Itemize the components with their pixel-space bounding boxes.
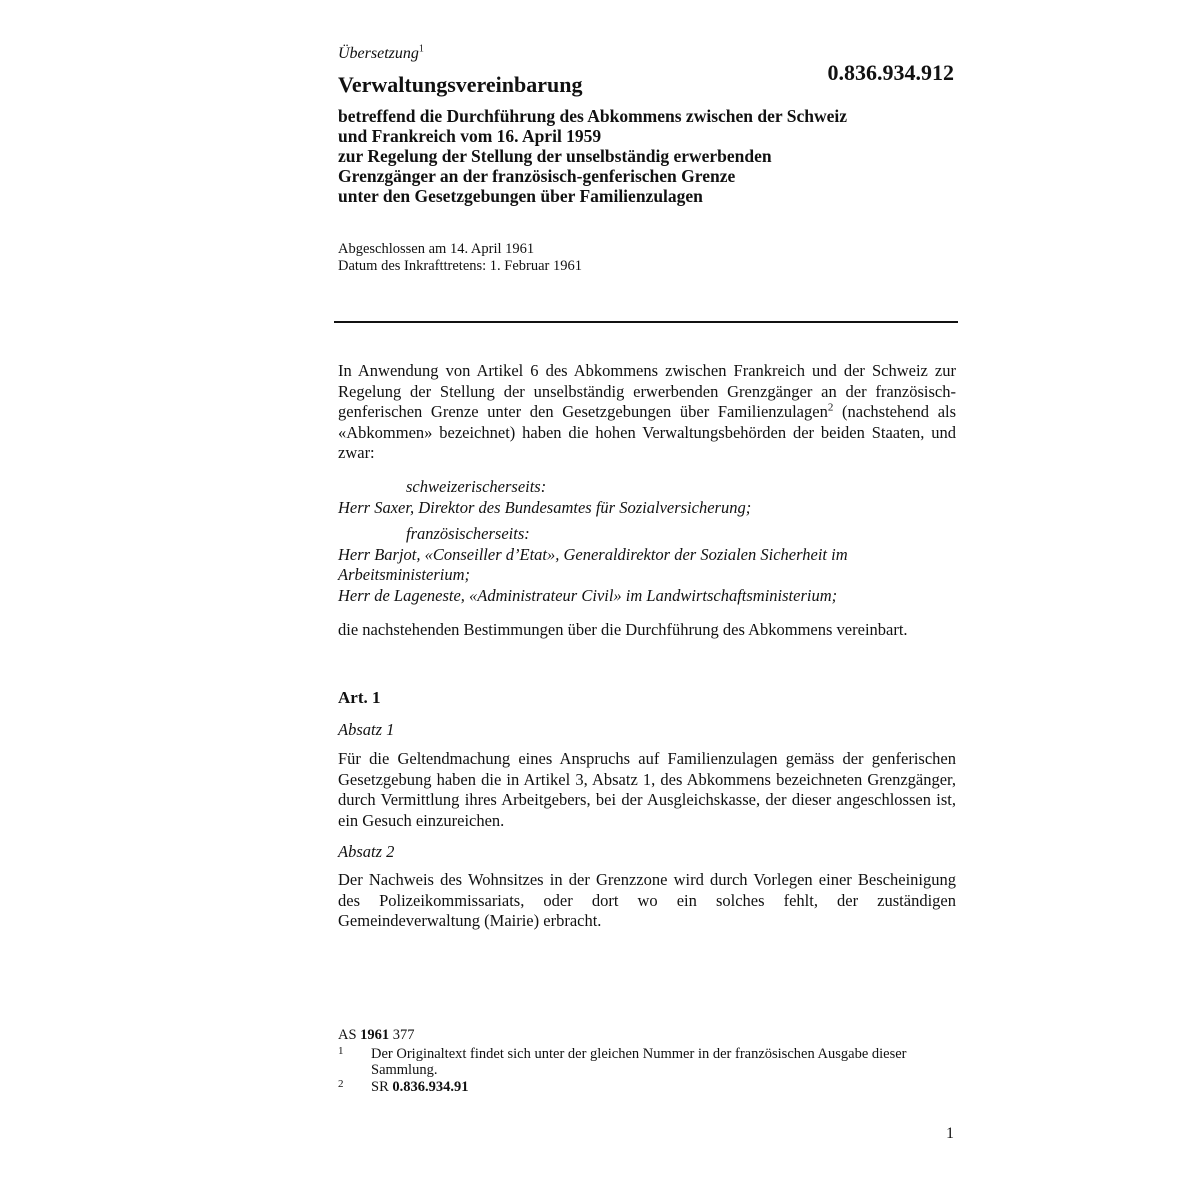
as-page: 377 xyxy=(392,1027,415,1043)
official-collection-ref xyxy=(338,1027,415,1043)
paragraph-2-text: Der Nachweis des Wohnsitzes in der Grenzzone wird durch Vorlegen einer Bescheinigung des Polizeikommissariats, oder dort wo ein solches fehlt, der zuständigen Gemeindeverwaltung (Mairie) erbracht. xyxy=(338,870,956,930)
subtitle-line: zur Regelung der Stellung der unselbständig erwerbenden xyxy=(338,146,772,166)
footnote-ref-1[interactable]: 1 xyxy=(418,43,424,55)
document-subtitle xyxy=(338,106,958,206)
preamble-paragraph xyxy=(338,361,956,464)
subtitle-line: unter den Gesetzgebungen über Familienzulagen xyxy=(338,186,703,206)
entry-into-force-date: Datum des Inkrafttretens: 1. Februar 1961 xyxy=(338,258,583,274)
page-number: 1 xyxy=(946,1125,954,1142)
translation-label-text: Übersetzung xyxy=(338,45,419,62)
footnote-number: 2 xyxy=(338,1078,344,1090)
footnote-sr-link[interactable]: 0.836.934.91 xyxy=(392,1079,469,1095)
footnote-number: 1 xyxy=(338,1045,344,1057)
sr-number: 0.836.934.912 xyxy=(827,60,954,85)
footnote-ref-2[interactable]: 2 xyxy=(827,401,834,414)
header-divider xyxy=(334,321,958,323)
swiss-side-label: schweizerischerseits: xyxy=(406,477,547,496)
footnote-sr-prefix: SR xyxy=(371,1079,389,1095)
preamble-text: In Anwendung von Artikel 6 des Abkommens zwischen Frankreich und der Schweiz zur Regelung der Stellung der unselbständig erwerbenden Grenzgänger an der französisch-genferischen Grenze unter den Gesetzgebungen über Familienzulagen xyxy=(338,361,956,421)
preamble-closing: die nachstehenden Bestimmungen über die Durchführung des Abkommens vereinbart. xyxy=(338,620,908,639)
paragraph-label-1: Absatz 1 xyxy=(338,720,395,739)
french-representatives xyxy=(338,524,956,606)
paragraph-label-2: Absatz 2 xyxy=(338,842,395,861)
concluded-date: Abgeschlossen am 14. April 1961 xyxy=(338,241,535,257)
subtitle-line: und Frankreich vom 16. April 1959 xyxy=(338,126,602,146)
preamble-text-tail: (nachstehend als «Abkommen» bezeichnet) haben die hohen Verwaltungsbehörden der beiden Staaten, und zwar: xyxy=(338,402,957,462)
swiss-representatives xyxy=(338,477,956,518)
subtitle-line: betreffend die Durchführung des Abkommens zwischen der Schweiz xyxy=(338,106,847,126)
french-representative-1: Herr Barjot, «Conseiller d’Etat», Generaldirektor der Sozialen Sicherheit im Arbeitsministerium; xyxy=(338,544,848,584)
french-representative-2: Herr de Lageneste, «Administrateur Civil» im Landwirtschaftsministerium; xyxy=(338,585,838,605)
article-heading: Art. 1 xyxy=(338,688,381,707)
french-side-label: französischerseits: xyxy=(406,524,530,543)
footnote-text xyxy=(371,1080,941,1096)
document-title: Verwaltungsvereinbarung xyxy=(338,72,583,97)
document-dates xyxy=(338,241,582,275)
footnote-text: Der Originaltext findet sich unter der gleichen Nummer in der französischen Ausgabe dieser Sammlung. xyxy=(371,1046,907,1078)
paragraph-1-text: Für die Geltendmachung eines Anspruchs auf Familienzulagen gemäss der genferischen Gesetzgebung haben die in Artikel 3, Absatz 1, des Abkommens bezeichneten Grenzgänger, durch Vermittlung ihres Arbeitgebers, bei der Ausgleichskasse, der dieser angeschlossen ist, ein Gesuch einzureichen. xyxy=(338,749,956,830)
swiss-representative: Herr Saxer, Direktor des Bundesamtes für Sozialversicherung; xyxy=(338,497,752,517)
as-year: 1961 xyxy=(360,1027,390,1043)
as-prefix: AS xyxy=(338,1027,357,1043)
translation-label xyxy=(338,45,424,63)
subtitle-line: Grenzgänger an der französisch-genferischen Grenze xyxy=(338,166,736,186)
